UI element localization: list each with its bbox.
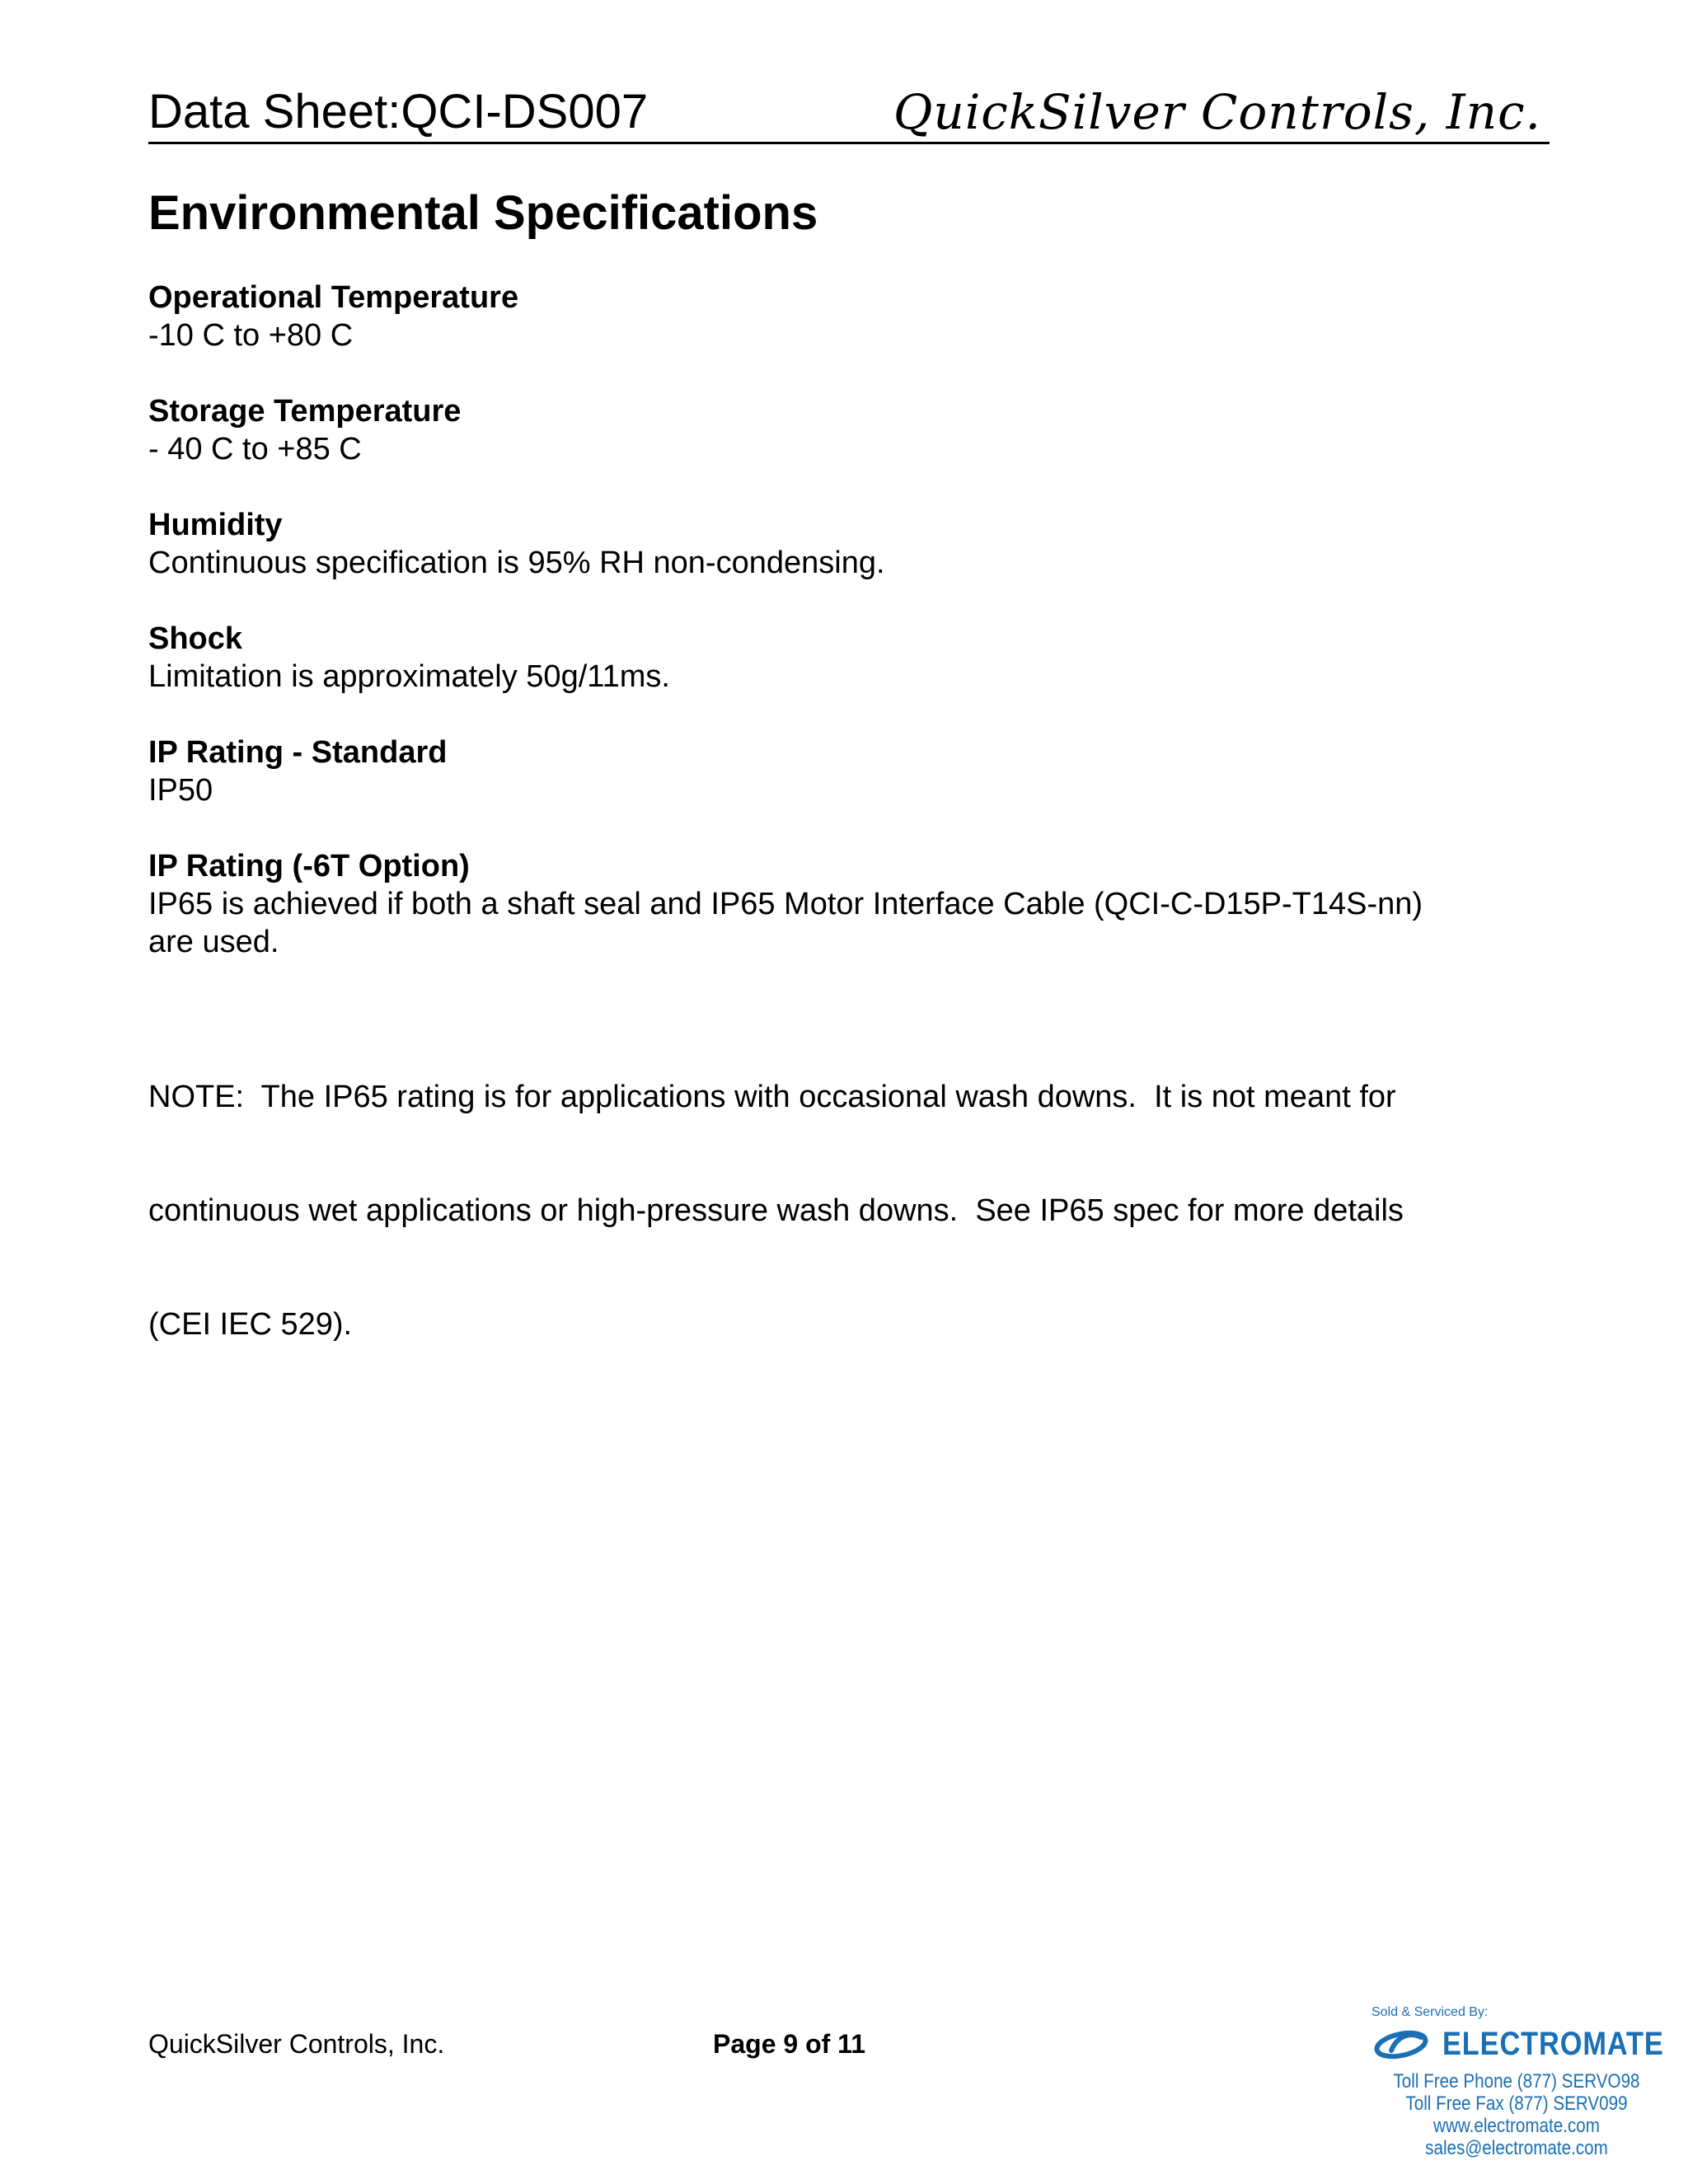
ip65-note — [148, 1002, 1566, 1381]
spec-shock — [148, 620, 1566, 696]
spec-humidity — [148, 506, 1566, 582]
spec-value: Continuous specification is 95% RH non-condensing. — [148, 546, 885, 580]
spec-storage-temperature — [148, 392, 1566, 468]
spec-title: Humidity — [148, 508, 283, 542]
spec-value: - 40 C to +85 C — [148, 432, 362, 466]
dealer-phone: Toll Free Phone (877) SERVO98 — [1393, 2070, 1640, 2093]
electromate-swoosh-icon — [1373, 2027, 1434, 2060]
dealer-stamp — [1368, 2004, 1673, 2169]
spec-operational-temperature — [148, 279, 1566, 354]
footer-company-name: QuickSilver Controls, Inc. — [148, 2029, 445, 2059]
note-line-3: (CEI IEC 529). — [148, 1307, 353, 1342]
page-header — [148, 82, 1550, 144]
page-title: Environmental Specifications — [148, 186, 818, 240]
spec-title: Shock — [148, 621, 243, 656]
sold-by-label: Sold & Serviced By: — [1372, 2005, 1489, 2019]
dealer-brand-name: ELECTROMATE — [1442, 2026, 1664, 2062]
spec-title: IP Rating (-6T Option) — [148, 849, 470, 883]
spec-title: IP Rating - Standard — [148, 735, 448, 770]
spec-value-line-2: are used. — [148, 925, 279, 959]
spec-value: -10 C to +80 C — [148, 318, 354, 353]
note-line-1: NOTE: The IP65 rating is for applications with occasional wash downs. It is not meant for — [148, 1080, 1396, 1114]
spec-list — [148, 279, 1566, 999]
spec-title: Storage Temperature — [148, 394, 462, 429]
dealer-email[interactable]: sales@electromate.com — [1425, 2137, 1608, 2159]
dealer-fax: Toll Free Fax (877) SERV099 — [1405, 2093, 1628, 2115]
spec-ip-rating-6t-option — [148, 847, 1566, 961]
dealer-logo — [1373, 2026, 1670, 2062]
note-line-2: continuous wet applications or high-pressure wash downs. See IP65 spec for more details — [148, 1193, 1404, 1228]
page-number: Page 9 of 11 — [713, 2029, 865, 2059]
spec-value-line-1: IP65 is achieved if both a shaft seal and IP65 Motor Interface Cable (QCI-C-D15P-T14S-nn) — [148, 887, 1423, 921]
spec-title: Operational Temperature — [148, 280, 519, 315]
spec-ip-rating-standard — [148, 733, 1566, 809]
document-id: Data Sheet:QCI-DS007 — [148, 85, 649, 138]
spec-value: Limitation is approximately 50g/11ms. — [148, 659, 670, 694]
header-company-name: QuickSilver Controls, Inc. — [893, 84, 1541, 140]
dealer-contact — [1368, 2070, 1665, 2159]
spec-value: IP50 — [148, 773, 213, 808]
dealer-website[interactable]: www.electromate.com — [1433, 2115, 1600, 2137]
